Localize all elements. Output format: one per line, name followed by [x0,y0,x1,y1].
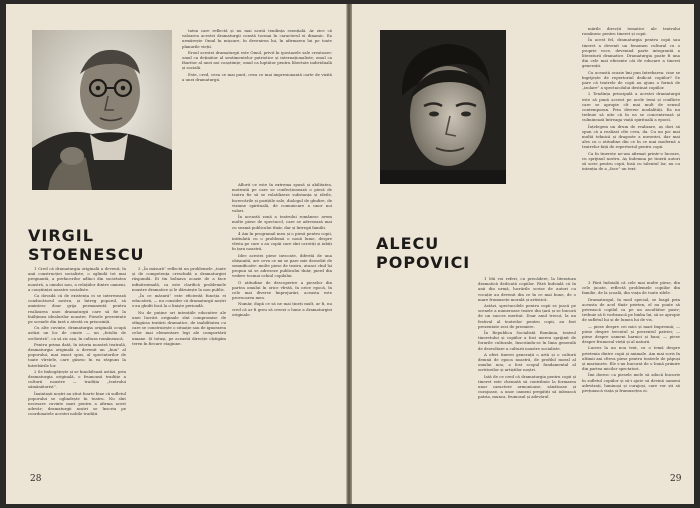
paragraph: 3 Fără îndoială că cele mai multe piese, din cele jucate, reflectă problemele copiilor din familie, de la școală, din viața de toate zilele. [582,280,680,296]
author-first-name: ALECU [376,234,440,253]
portrait-stoenescu-image [32,30,172,190]
paragraph: O atitudine de descoperire a pieselor din partea omului în orice vîrstă, în orice epocă, în cele mai diverse împrejurări, aceasta este provocarea mea. [232,279,332,301]
paragraph: Nu de puține ori intențiile educative ale unei lucrări originale sînt compromise de stîngăcia tratării dramatice, de inabilitatea cu care se construiește o situație sau de ignorarea celor mai elementare legi ale comportării umane. Și totuși, pe această direcție cîștigăm teren în fiecare stagiune. [132,309,226,346]
paragraph: Cu alte cuvinte, dramaturgia originală ocupă astăzi un loc de cinste — un „fotoliu de orchestră”, ca să zic așa, în cultura românească. [28,325,126,341]
paragraph: Este, cred, ceea ce mai pură, ceea ce mai impresionantă carte de vizită a unei dramaturgii. [182,71,332,82]
paragraph: — piese despre cei mici și mari împreună; — piese despre trecutul și prezentul patriei; — piese despre oameni harnici și buni; — piese despre frumosul vieții și al naturii. [582,323,680,345]
right-column-2 [478,276,576,486]
paragraph: 4 Am în programul meu și o piesă pentru copii, intitulată cu o problemă o nouă lume, despre vîrsta pe care o au copiii care sînt ocrotiți și iubiți în țara noastră. [232,230,332,252]
author-photo-popovici [380,30,506,184]
left-column-1 [28,266,126,466]
paragraph: Pentru prima dată, în istoria noastră teatrală, dramaturgia originală a devenit un „bun” al poporului, mai exact spus, al spectatorilor de toate vîrstele, care găsesc în ea răspuns la întrebările lor. [28,341,126,368]
paragraph: Eroul acestei dramaturgii este Omul, privit în ipostazele sale creatoare: omul ca deținător al sentimentelor patriotice și internaționaliste; omul ca făuritor al unei noi conștiințe; omul ca luptător pentru libertate individuală și socială. [182,49,332,71]
paragraph: În acest fel, dramaturgia pentru copii sau tineret a devenit un fenomen cultural cu o proprie voce, devenind parte integrantă a literaturii dramatice. Dramaturgia poate fi una din cele mai eficiente căi de educare a tinerei generații. [582,37,680,69]
paragraph: tatea care reflectă și nu mai acută tendința esențială. Ar zice că valoarea acestei dramaturgii constă tocmai în caracterul ei dinamic. Ea urmărește Omul în mișcare, în devenirea lui, în afirmarea lui pe toate planurile vieții. [182,28,332,49]
left-page [6,4,347,504]
author-last-name: STOENESCU [28,245,145,264]
paragraph: 3 „În măsură” reflectă un problemele „toate și de competența crescîndă a dramaturgiei răspundă. Ei tin bolnava ocazie de a face infinitezimală, ca este clarifică problemele noastre dramatice și le dăruiește la nou public. [132,266,226,292]
author-last-name: POPOVICI [376,253,471,272]
paragraph: „În ce măsură” este eficientă funcția ei educativă, — nu consider că dramaturgii noștri s-au gîndit încă la o liniște perioadă. [132,293,226,309]
paragraph: mările direcții tematice ale teatrului românesc pentru tineret și copii. [582,26,680,37]
page-number: 28 [30,474,42,484]
left-column-3 [232,182,332,482]
left-column-top-right [182,28,332,178]
paragraph: 1 Cred că dramaturgia originală a devenit, în anii construcției socialiste, o oglindă tot mai pregnantă, a prefacerilor adînci din societatea noastră, a omului nou, a relațiilor dintre oameni, a conștiinței noastre socialiste. [28,266,126,292]
paragraph: 1 Mă voi referi, cu precădere, la literatura dramatică dedicată copiilor. Fără îndoială că în anii din urmă, lucrările scrise de autori cu vocație au devenit din ce în ce mai bune, de o mare frumusețe morală și artistică. [478,276,576,302]
paragraph: Dramaturgul, în mod special, se leagă prin aceasta de acel tînăr prieten, el nu poate să privească copilul ca pe un ascultător pasiv; trebuie să îi vorbească pe limba lui, să se apropie de sufletul lui și de lumea lui de vis. [582,296,680,323]
paragraph: Înaintașii noștri au știut foarte bine că sufletul poporului se oglindește în teatru. Nu sînt necesare cuvinte mari pentru a afirma acest adevăr; dramaturgii noștri se înscriu pe coordonatele acestei nobile tradiții. [28,390,126,417]
paragraph: Număr, după ce să ne mai țineți mult, ar fi, nu cred că ar fi greu să creezi o lume a dramaturgiei originale. [232,301,332,317]
paragraph: 2 Tendința principală a acestei dramaturgii este să pună accent pe acele temi și conflicte care se apropie cît mai mult de sensul contemporan. Prin diverse modalități. Ea nu trebuie să uite că în ea se concentrează și culminează întreaga viață spirituală a epocii. [582,91,680,123]
paragraph: Înțelegem un drum de realizare, aș dori să spun că a realizat cîte ceva, da. Cu un pic mai multă tehnică și dragoste a meseriei, dar mai ales cu o atitudine din ce în ce mai modernă a teatrelor față de repertoriul pentru copii. [582,123,680,150]
author-photo-stoenescu [32,30,172,190]
paragraph: A oferi tinerei generații o artă și o cultură demnă de epoca noastră, de profilul moral al omului nou, a fost scopul fundamental al scriitorilor și artiștilor noștri. [478,351,576,373]
paragraph: Idee acestei piese invocate, diferită de una obișnuită, are ceva ce mi se pare mie deosebit de semnificativ: multe piese de teatru, atunci cînd își propun să se adreseze publicului tînăr, pierd din vedere tocmai ochiul copilului. [232,252,332,279]
paragraph: Îmi doresc ca piesele mele să aducă bucurie în sufletul copiilor și să-i ajute să devină oameni adevărați, luminoși și curajoși, care vor ști să prețuiască viața și frumusețea ei. [582,372,680,394]
page-number: 29 [670,474,682,484]
paragraph: 2 Se îmbogățește și se înnobilează astăzi, prin dramaturgia originală, o frumoasă tradiție a culturii noastre — tradiția „teatrului sămănătorist”. [28,368,126,390]
paragraph: Astăzi, spectacolele pentru copii se joacă pe scenele a numeroase teatre din țară și se bucură de un succes meritat. Doar anul trecut, la un festival al teatrelor pentru copii, au fost prezentate zeci de premiere. [478,303,576,329]
paragraph: Ca dovadă că de existența ei se interesează conducătorul nostru, și întreg poporul, să amintesc doar grija permanentă pentru realizarea unei dramaturgii care să fie la înălțimea idealurilor noastre. Piesele prezentate pe scenele din țară o atestă cu prisosință. [28,293,126,325]
right-column-3-visible [582,280,680,476]
right-page [352,4,694,504]
author-name-popovici [376,234,470,272]
paragraph: Aflorit ce este în extrema spusă și abilitatea, motivată pe care se confecționează o piesă de teatru fie să se volatilizeze substanța și ideile, încercările și pozițiile sale, dialogul de gîndire, de viziune spirituală, de comunicare a unor noi valori. [232,182,332,214]
paragraph: Iată de ce cred că dramaturgia pentru copii și tineret este chemată să contribuie la formarea unor caractere armonioase, sănătoase și curajoase, a unor oameni pregătiți să iubească patria, munca, frumosul și adevărul. [478,373,576,400]
author-name-stoenescu [28,226,145,264]
author-first-name: VIRGIL [28,226,94,245]
paragraph: În Republica Socialistă România, teatrul tineretului și copiilor a fost mereu sprijinit de forurile culturale, înscriindu-se în linia generală de dezvoltare a culturii noastre socialiste. [478,330,576,351]
portrait-popovici-image [380,30,506,184]
paragraph: Cu această ocazie îmi pun întrebarea: cine se îngrijește de repertoriul dedicat copiilor? Se pare că teatrele de copii au ajuns o formă de „izolare” a spectacolului destinat copiilor. [582,69,680,91]
paragraph: Lucrez la un nou text, cu o temă despre prietenia dintre copii și animale. Am mai scris în ultimii ani cîteva piese pentru teatrele de păpuși și marionete. Ele s-au bucurat de o bună primire din partea micilor spectatori. [582,345,680,372]
left-column-middle [132,266,226,486]
paragraph: Ca în tinerețe ne-am afirmat printr-o lucrare, cu sprijinul nostru. Aș îndemna pe tinerii autori să scrie pentru copii, însă cu talentul lor, nu cu intenția de a „face” un text. [582,150,680,172]
paragraph: În această zonă a teatrului românesc avem multe piese de spectacol, care se adresează mai cu seamă publicului tînăr, dar și întregii familii. [232,214,332,230]
